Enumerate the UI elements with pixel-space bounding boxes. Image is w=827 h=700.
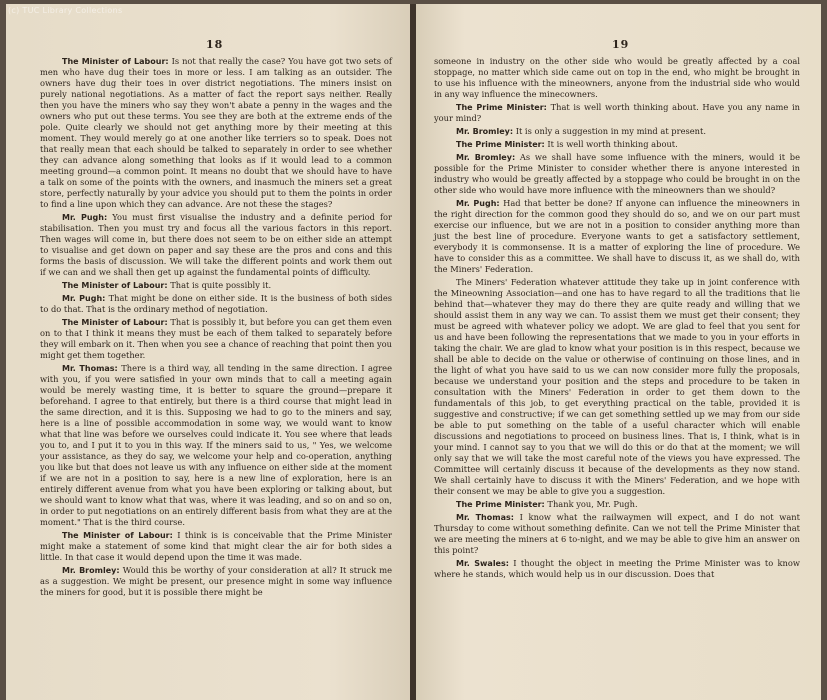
paragraph — [40, 565, 392, 598]
speaker: The Minister of Labour: — [62, 531, 173, 540]
speech: That is possibly it, but before you can get them even on to that I think it means they must be each of them talked to separately before they will embark on it. Then when you see a chance of reaching that point then you might get them together. — [40, 317, 392, 360]
speaker: Mr. Bromley: — [62, 566, 120, 575]
right-page — [416, 4, 821, 700]
speech: There is a third way, all tending in the same direction. I agree with you, if you were satisfied in your own minds that to call a meeting again would be merely wasting time, it is better to square the ground—prepare it beforehand. I agree to that entirely, but there is a third course that might lead in the same direction, and it is this. Supposing we had to go to the miners and say, here is a line of possible accommodation in some way, we would want to know what that line was before we ourselves could indicate it. You see where that leads you to, and I put it to you in this way. If the miners said to us, " Yes, we welcome your assistance, as they do say, we welcome your help and co-operation, anything you like but that does not leave us with any influence on either side at the moment if we are not in a position to say, here is a new line of exploration, here is an entirely different avenue from what you have been exploring or talking about, but we should want to know what that was, where it was leading, and so on and so on, in order to put negotiations on an entirely different basis from what they are at the moment." That is the third course. — [40, 363, 392, 527]
speaker: The Minister of Labour: — [62, 57, 169, 66]
page-body — [40, 56, 392, 600]
speaker: Mr. Thomas: — [456, 513, 514, 522]
speech: Thank you, Mr. Pugh. — [547, 499, 638, 509]
paragraph — [40, 363, 392, 528]
paragraph — [434, 56, 800, 100]
left-page — [6, 4, 410, 700]
speaker: The Minister of Labour: — [62, 281, 168, 290]
speaker: Mr. Pugh: — [456, 199, 500, 208]
speech: Is not that really the case? You have got two sets of men who have dug their toes in more or less. I am talking as an outsider. The owners have dug their toes in over district negotiations. The miners insist on purely national negotiations. As a matter of fact the report says neither. Really then you have the miners who say they won't abate a penny in the wages and the owners who put out these terms. You see they are both at the extreme ends of the pole. Quite clearly we should not get anything more by their meeting at this moment. They would merely go at one another like terriers so to speak. Does not that really mean that each should be talked to separately in order to see whether they can advance along something that looks as if it would lead to a common meeting ground—a common point. It means no doubt that we should have to have a talk on some of the points with the owners, and inasmuch the miners set a great store, perfectly naturally by your advice you should put to them the points in order to find a line upon which they can advance. Are not these the stages? — [40, 56, 392, 209]
speaker: The Minister of Labour: — [62, 318, 168, 327]
speech: That is quite possibly it. — [170, 280, 272, 290]
speech: That might be done on either side. It is the business of both sides to do that. That is the ordinary method of negotiation. — [40, 293, 392, 314]
speaker: Mr. Pugh: — [62, 294, 106, 303]
speaker: Mr. Thomas: — [62, 364, 118, 373]
paragraph — [40, 56, 392, 210]
copyright-watermark: (c) TUC Library Collections — [8, 6, 123, 15]
paragraph — [40, 317, 392, 361]
paragraph — [434, 558, 800, 580]
speaker: The Prime Minister: — [456, 140, 545, 149]
paragraph — [40, 293, 392, 315]
speech: I thought the object in meeting the Prime Minister was to know where he stands, which would help us in our discussion. Does that — [434, 558, 801, 579]
book-spread — [6, 4, 821, 700]
page-number: 19 — [612, 38, 630, 51]
paragraph — [40, 212, 392, 278]
page-body — [434, 56, 800, 582]
page-number: 18 — [206, 38, 224, 51]
speech: The Miners' Federation whatever attitude they take up in joint conference with the Mineowning Association—and one has to have regard to all the traditions that lie behind that—whatever they may do there they are quite ready and willing that we should assist them in any way we can. To assist them we must get their consent; they must be agreed with whatever policy we adopt. We are glad to feel that you sent for us and have been following the representations that we made to you in your efforts in taking the chair. We are glad to know what your position is in this respect, because we shall be able to decide on the value or otherwise of continuing on those lines, and in the light of what you have said to us we can now consider more fully the proposals, because we understand your position and the steps and procedure to be taken in consultation with the Miners' Federation in order to get them down to the fundamentals of this job, to get everything practical on the table, provided it is suggestive and constructive; if we can get something settled up we may from our side be able to put something on the table of a useful character which will enable discussions and negotiations to proceed on business lines. That is, I think, what is in your mind. I cannot say to you that we will do this or do that at the moment; we will only say that we will take the most careful note of the views you have expressed. The Committee will certainly discuss it because of the developments as they now stand. We shall certainly have to discuss it with the Miners' Federation, and we hope with their consent we may be able to give you a suggestion. — [434, 277, 800, 496]
speaker: The Prime Minister: — [456, 500, 545, 509]
paragraph — [40, 530, 392, 563]
paragraph — [434, 152, 800, 196]
paragraph — [434, 512, 800, 556]
speech: It is well worth thinking about. — [547, 139, 678, 149]
speaker: Mr. Swales: — [456, 559, 509, 568]
speaker: Mr. Bromley: — [456, 127, 514, 136]
paragraph — [434, 277, 800, 497]
speech: It is only a suggestion in my mind at present. — [515, 126, 706, 136]
speech: Would this be worthy of your consideration at all? It struck me as a suggestion. We might be present, our presence might in some way influence the miners for good, but it is possible there might be — [40, 565, 393, 597]
paragraph — [434, 198, 800, 275]
speaker: The Prime Minister: — [456, 103, 547, 112]
paragraph — [434, 126, 800, 137]
paragraph — [434, 499, 800, 510]
speech: I know what the railwaymen will expect, and I do not want Thursday to come without something definite. Can we not tell the Prime Minister that we are meeting the miners at 6 to-night, and we may be able to give him an answer on this point? — [434, 512, 800, 555]
speech: That is well worth thinking about. Have you any name in your mind? — [434, 102, 800, 123]
speaker: Mr. Bromley: — [456, 153, 516, 162]
speaker: Mr. Pugh: — [62, 213, 108, 222]
paragraph — [434, 139, 800, 150]
speech: someone in industry on the other side who would be greatly affected by a coal stoppage, no matter which side came out on top in the end, who might be brought in to use his influence with the mineowners, anyone from the industrial side who would in any way influence the minecowners. — [434, 56, 800, 99]
speech: As we shall have some influence with the miners, would it be possible for the Prime Minister to consider whether there is anyone interested in industry who would be greatly affected by a stoppage who could be brought in on the other side who would have more influence with the mineowners than we should? — [434, 152, 801, 195]
speech: You must first visualise the industry and a definite period for stabilisation. Then you must try and focus all the various factors in this report. Then wages will come in, but there does not seem to be on either side an attempt to visualise and get down on paper and say these are the pros and cons and this forms the basis of discussion. We will take the different points and work them out if we can and we shall then get up against the fundamental points of difficulty. — [40, 212, 392, 277]
speech: I think is is conceivable that the Prime Minister might make a statement of some kind that might clear the air for both sides a little. In that case it would depend upon the time it was made. — [40, 530, 392, 562]
speech: Had that better be done? If anyone can influence the mineowners in the right direction for the common good they should do so, and we on our part must exercise our influence, but we are not in a position to consider anything more than just the best line of procedure. Everyone wants to get a satisfactory settlement, everybody it is commonsense. It is a matter of exploring the line of procedure. We have to consider this as a committee. We shall have to discuss it, as we shall do, with the Miners' Federation. — [434, 198, 800, 274]
paragraph — [434, 102, 800, 124]
paragraph — [40, 280, 392, 291]
